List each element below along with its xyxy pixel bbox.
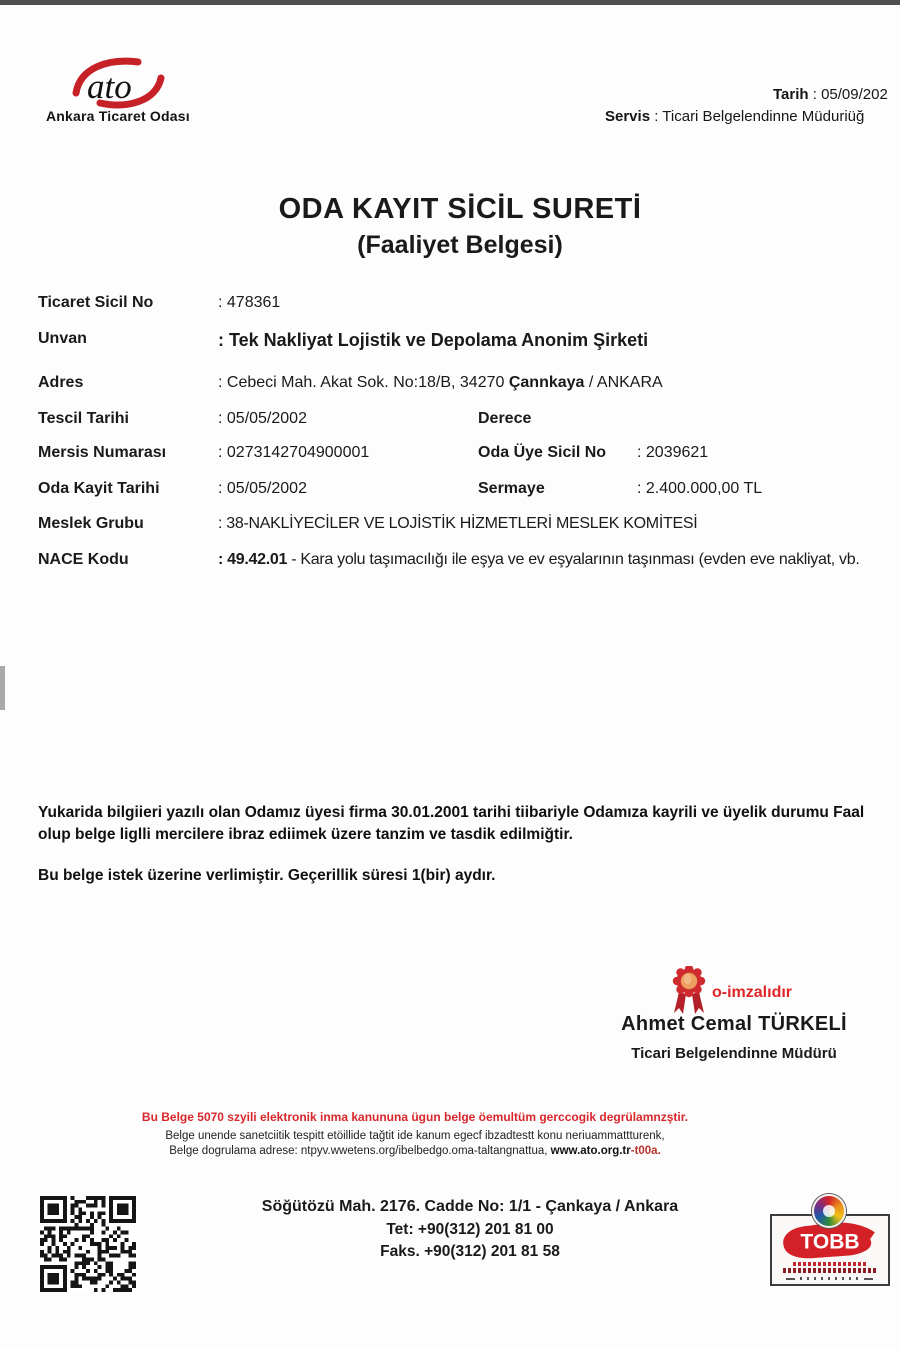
service-line — [605, 108, 864, 125]
field-label: Tescil Tarihi — [38, 410, 129, 427]
legal-notice — [30, 1110, 800, 1157]
field-label: Oda Kayit Tarihi — [38, 480, 160, 497]
field-value: : 2.400.000,00 TL — [637, 480, 763, 497]
ato-logo-text: ato — [87, 67, 132, 106]
field-value: : 05/05/2002 — [218, 480, 307, 497]
field-value: : 2039621 — [637, 444, 709, 461]
legal-line-2: Belge unende sanetciitik tespitt etöillide tağtit ide kanum egecf ibzadtestt konu neriuammattturenk, — [165, 1130, 665, 1142]
field-label: Unvan — [38, 330, 87, 347]
field-value: : Tek Nakliyat Lojistik ve Depolama Anonim Şirketi — [218, 330, 649, 350]
field-label: Meslek Grubu — [38, 515, 144, 532]
field-value: : 0273142704900001 — [218, 444, 370, 461]
field-label: Derece — [478, 410, 532, 427]
tobb-logo — [768, 1194, 890, 1294]
field-label: NACE Kodu — [38, 551, 129, 568]
footer-fax: Faks. +90(312) 201 81 58 — [380, 1243, 560, 1260]
organization-name: Ankara Ticaret Odası — [46, 108, 190, 124]
signatory-title: Ticari Belgelendinne Müdürü — [631, 1045, 837, 1062]
field-value: : 05/05/2002 — [218, 410, 307, 427]
field-value: : 478361 — [218, 294, 281, 311]
date-value: : 05/09/202 — [812, 86, 888, 103]
service-label: Servis — [605, 108, 651, 125]
footer-address: Söğütözü Mah. 2176. Cadde No: 1/1 - Çankaya / Ankara — [261, 1198, 679, 1215]
tobb-divider-dots — [800, 1277, 860, 1280]
field-label: Mersis Numarası — [38, 444, 167, 461]
field-value: : 49.42.01 - Kara yolu taşımacılığı ile eşya ve ev eşyalarının taşınması (evden eve nakliyat, vb. — [218, 551, 860, 568]
legal-line-3: Belge dogrulama adrese: ntpyv.wwetens.org/ibelbedgo.oma-taltangnattua, www.ato.org.tr-t00a. — [169, 1145, 661, 1157]
scan-edge-bar — [0, 0, 900, 5]
legal-line-1: Bu Belge 5070 szyili elektronik inma kanununa ügun belge öemultüm gerccogik degrülamnzştir. — [141, 1110, 689, 1124]
title-line-2: (Faaliyet Belgesi) — [357, 231, 563, 259]
signatory-name: Ahmet Cemal TÜRKELİ — [621, 1013, 847, 1035]
field-value: : 38-NAKLİYECİLER VE LOJİSTİK HİZMETLERİ MESLEK KOMİTESİ — [218, 515, 698, 532]
tobb-wordmark: TOBB — [800, 1230, 860, 1254]
tobb-divider — [864, 1278, 873, 1280]
ato-website-link: www.ato.org.tr — [550, 1145, 631, 1157]
footer-phone: Tet: +90(312) 201 81 00 — [386, 1221, 554, 1238]
date-label: Tarih — [773, 86, 809, 103]
ato-logo-icon — [70, 56, 166, 115]
tobb-caption-line — [783, 1268, 877, 1273]
tobb-divider — [786, 1278, 795, 1280]
field-value: : Cebeci Mah. Akat Sok. No:18/B, 34270 Çannkaya / ANKARA — [218, 374, 663, 391]
field-label: Oda Üye Sicil No — [478, 444, 607, 461]
statement-paragraph: Yukarida bilgiieri yazılı olan Odamız üyesi firma 30.01.2001 tarihi tiibariyle Odamıza kayrili ve üyelik durumu Faal olup belge liglli mercilere ibraz ediimek üzere tanzim ve tasdik edilmiğtir. — [38, 804, 865, 843]
field-label: Adres — [38, 374, 84, 391]
e-signature-label: o-imzalıdır — [712, 984, 793, 1001]
document-title — [0, 193, 900, 260]
field-label: Sermaye — [478, 480, 545, 497]
validity-paragraph: Bu belge istek üzerine verlimiştir. Geçerillik süresi 1(bir) aydır. — [38, 867, 496, 884]
service-value: : Ticari Belgelendinne Müduriüğ — [654, 108, 865, 125]
scan-edge-mark — [0, 666, 5, 710]
tobb-emblem-icon — [812, 1194, 846, 1228]
field-label: Ticaret Sicil No — [38, 294, 154, 311]
document-date-line — [773, 86, 888, 103]
tobb-caption-line — [793, 1262, 867, 1266]
title-line-1: ODA KAYIT SİCİL SURETİ — [278, 193, 642, 225]
